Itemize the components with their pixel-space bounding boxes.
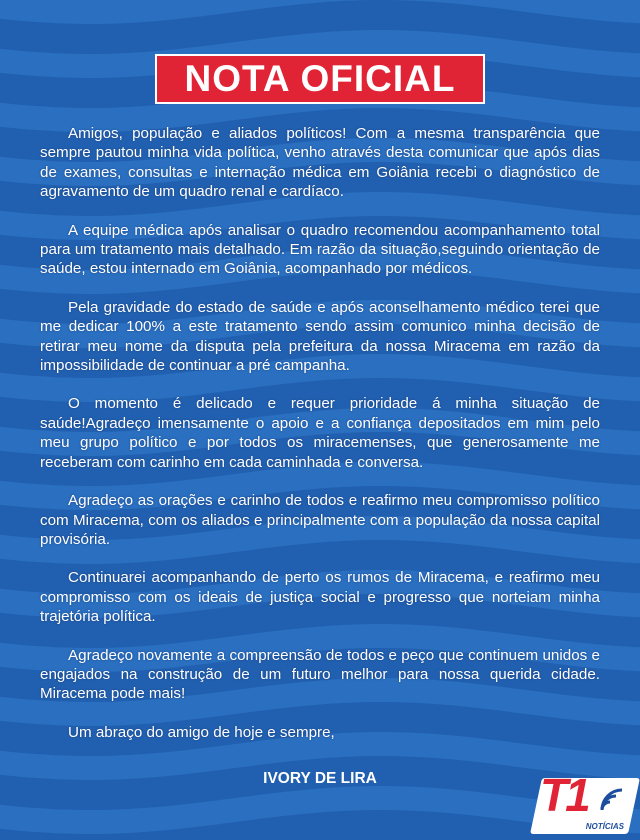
paragraph: Agradeço as orações e carinho de todos e reafirmo meu compromisso político com Miracema, com os aliados e principalmente com a população da nossa capital provisória. [40, 492, 600, 548]
t1-noticias-logo [522, 769, 634, 834]
logo-subtitle: NOTÍCIAS [585, 822, 624, 831]
signal-icon [598, 788, 624, 814]
paragraph: A equipe médica após analisar o quadro recomendou acompanhamento total para um tratamento mais detalhado. Em razão da situação,seguindo orientação de saúde, estou internado em Goiânia, acompanhado por médicos. [40, 221, 600, 278]
paragraph: O momento é delicado e requer prioridade á minha situação de saúde!Agradeço imensamente o apoio e a confiança depositados em mim pelo meu grupo político e por todos os miracemenses, que generosamente me receberam com carinho em cada caminhada e conversa. [40, 395, 600, 471]
paragraph: Pela gravidade do estado de saúde e após aconselhamento médico terei que me dedicar 100% a este tratamento sendo assim comunico minha decisão de retirar meu nome da disputa pela prefeitura da nossa Miracema em razão da impossibilidade de continuar a pré campanha. [40, 298, 600, 375]
signature: IVORY DE LIRA [263, 770, 377, 787]
logo-mark: T1 [540, 769, 588, 821]
paragraph: Amigos, população e aliados políticos! Com a mesma transparência que sempre pautou minha vida política, venho através desta comunicar que após dias de exames, consultas e internação médica em Goiânia recebi o diagnóstico de agravamento de um quadro renal e cardíaco. [40, 125, 600, 201]
paragraph: Agradeço novamente a compreensão de todos e peço que continuem unidos e engajados na construção de um futuro melhor para nossa querida cidade. Miracema pode mais! [40, 646, 600, 703]
closing-line: Um abraço do amigo de hoje e sempre, [68, 723, 335, 741]
paragraph: Continuarei acompanhando de perto os rumos de Miracema, e reafirmo meu compromisso com os ideais de justiça social e progresso que norteiam minha trajetória política. [40, 569, 600, 626]
title-banner [155, 54, 485, 104]
page-title: NOTA OFICIAL [184, 58, 456, 99]
letter-body [40, 124, 600, 761]
